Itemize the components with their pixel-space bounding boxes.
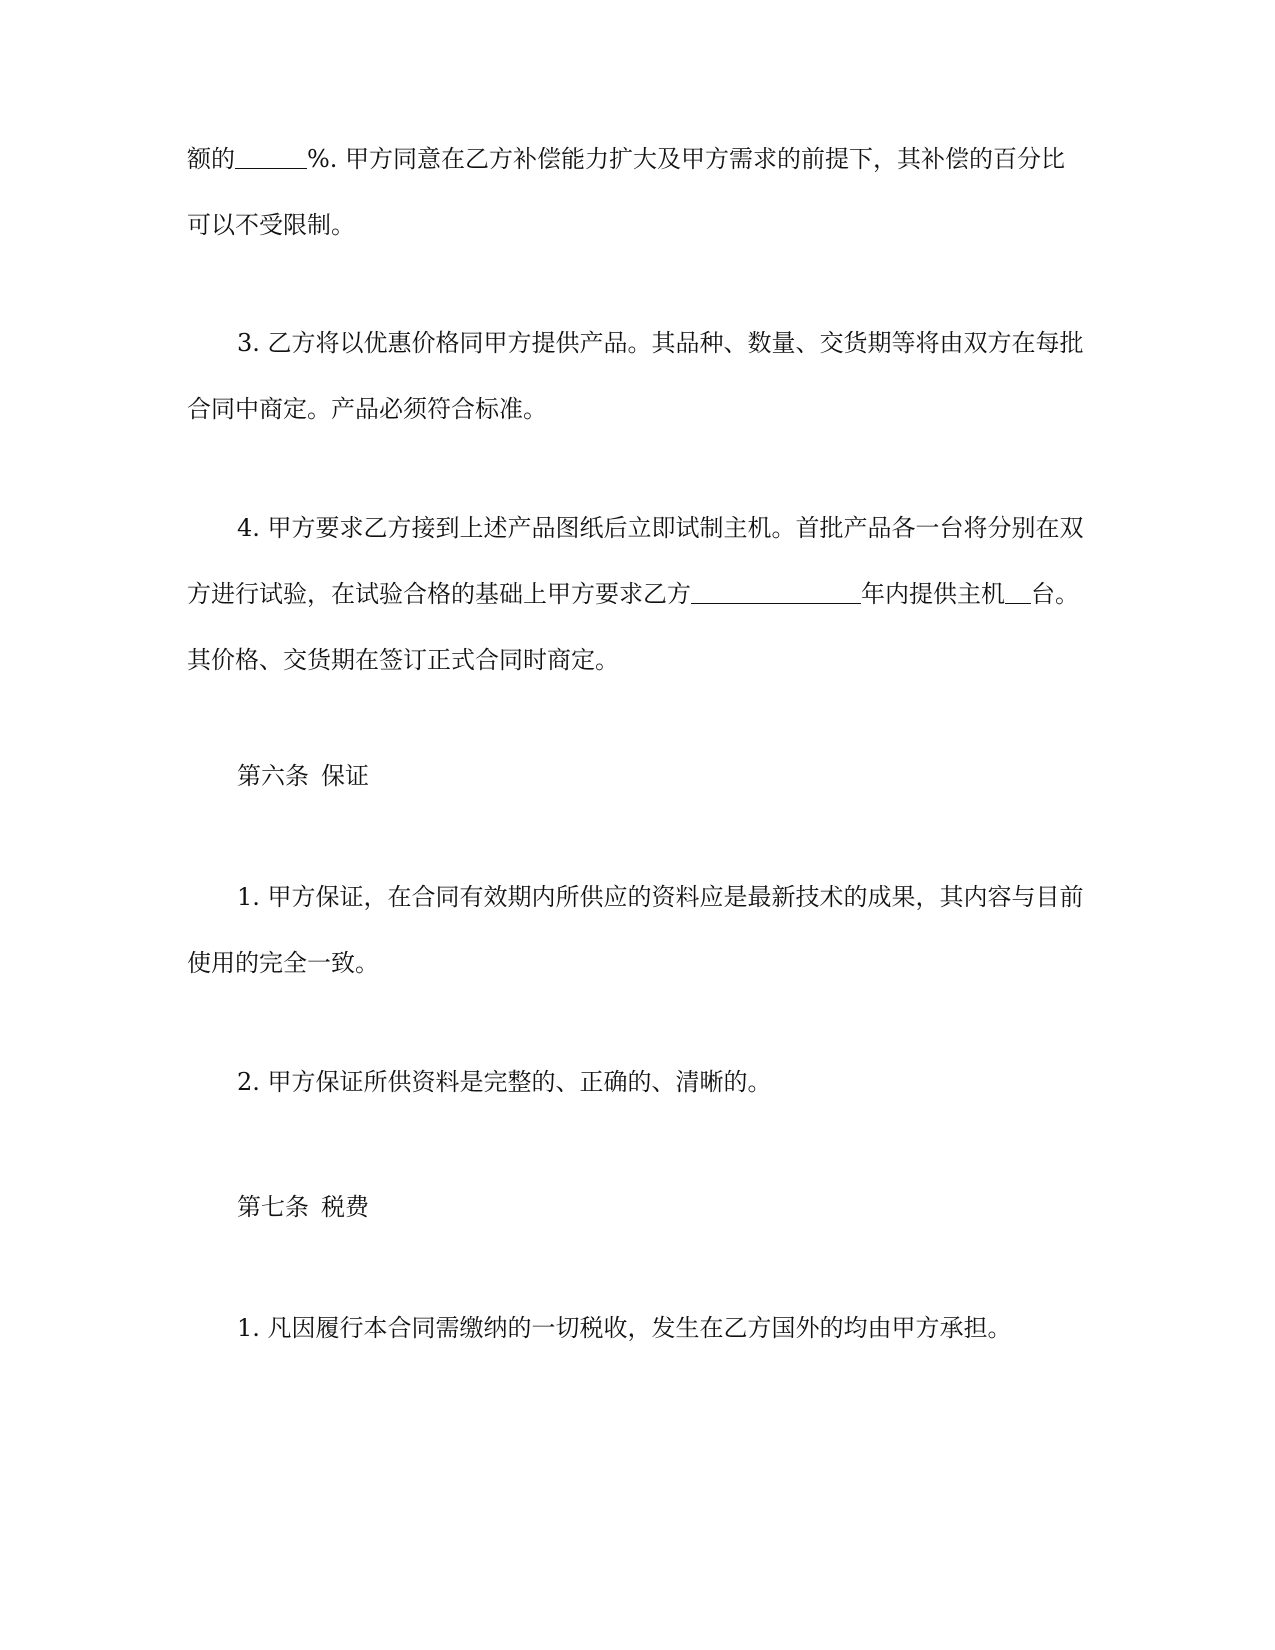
paragraph-item-3: 3. 乙方将以优惠价格同甲方提供产品。其品种、数量、交货期等将由双方在每批合同中商定。产品必须符合标准。 [187, 329, 1084, 423]
paragraph-text: 年内提供主机 [861, 580, 1005, 608]
article-title: 税费 [321, 1193, 369, 1221]
paragraph-warranty-1: 1. 甲方保证，在合同有效期内所供应的资料应是最新技术的成果，其内容与目前使用的完全一致。 [187, 883, 1084, 977]
paragraph-text: 台。其价格、交货期在签订正式合同时商定。 [187, 580, 1079, 674]
paragraph-text: 4. 甲方要求乙方接到上述产品图纸后立即试制主机。首批产品各一台将分别在双方进行试验，在试验合格的基础上甲方要求乙方 [187, 514, 1084, 608]
article-number: 第六条 [237, 762, 309, 790]
paragraph-text: %. 甲方同意在乙方补偿能力扩大及甲方需求的前提下，其补偿的百分比可以不受限制。 [187, 145, 1066, 239]
paragraph-text: 额的 [187, 145, 235, 173]
paragraph-compensation-percent [187, 126, 1087, 258]
article-title: 保证 [321, 762, 369, 790]
paragraph-tax-1: 1. 凡因履行本合同需缴纳的一切税收，发生在乙方国外的均由甲方承担。 [237, 1314, 1012, 1342]
blank-line-years [691, 583, 861, 604]
paragraph-warranty-2: 2. 甲方保证所供资料是完整的、正确的、清晰的。 [237, 1068, 772, 1096]
blank-line-percent [235, 148, 307, 169]
blank-line-units [1005, 583, 1031, 604]
article-heading-7 [237, 1187, 369, 1227]
article-heading-6 [237, 756, 369, 796]
article-number: 第七条 [237, 1193, 309, 1221]
paragraph-item-4 [187, 495, 1087, 693]
